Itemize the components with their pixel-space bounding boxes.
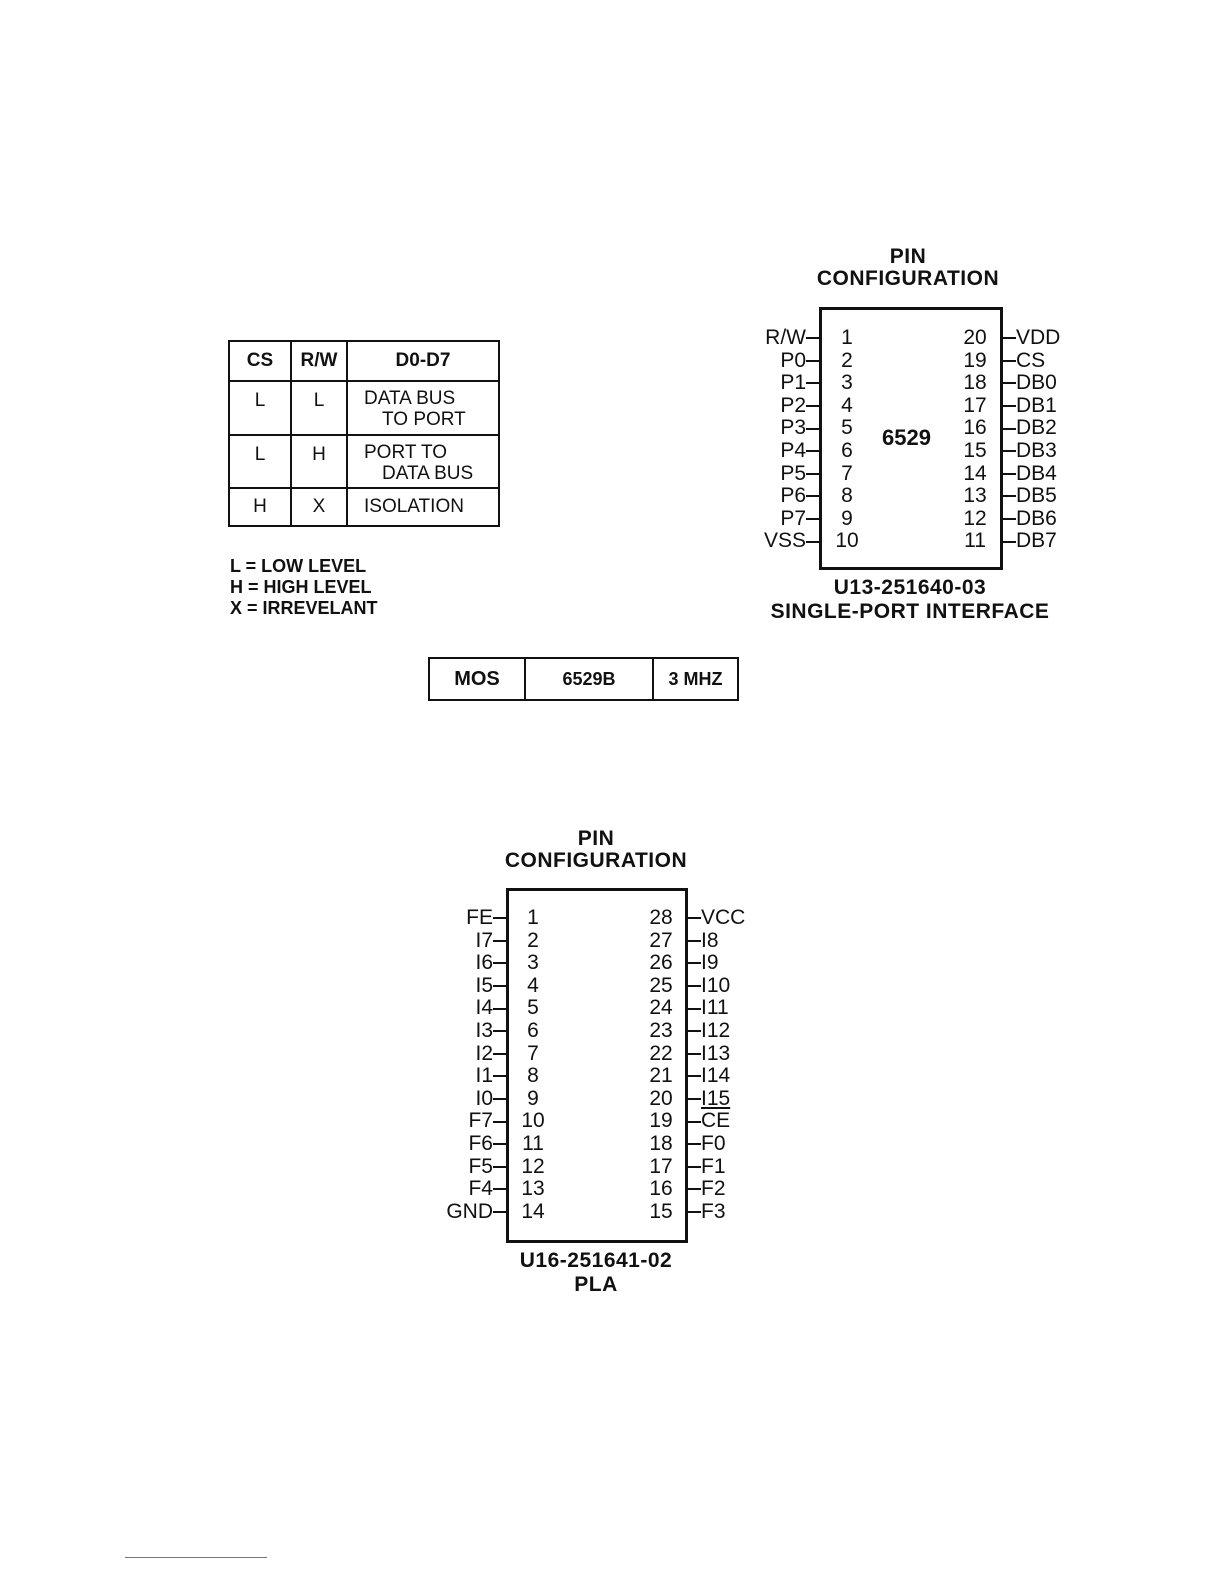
- chip1-right-numbers: [958, 327, 992, 553]
- pin-label: F1: [701, 1154, 726, 1178]
- pin-number: 1: [841, 326, 853, 349]
- d-cell-line2: DATA BUS: [382, 463, 474, 484]
- pin-label: I8: [701, 928, 719, 952]
- chip2-right-numbers: [644, 907, 678, 1223]
- pin-number: 1: [527, 906, 539, 929]
- chip1-title: [740, 246, 1076, 290]
- pin-row: [687, 1043, 759, 1066]
- pin-label: I13: [701, 1041, 731, 1065]
- pin-number: 17: [963, 393, 987, 417]
- pin-number: 4: [841, 393, 853, 417]
- pin-label: I6: [475, 951, 493, 975]
- pin-number: 3: [527, 951, 539, 975]
- pin-label: I12: [701, 1018, 731, 1042]
- pin-row: [1002, 417, 1082, 440]
- pin-number: 11: [522, 1131, 544, 1155]
- d-cell: [347, 435, 499, 488]
- pin-number: 18: [963, 371, 987, 395]
- pin-row: [740, 327, 820, 350]
- pin-number: 22: [649, 1041, 673, 1065]
- header-cs: CS: [229, 341, 291, 381]
- pin-label: I2: [475, 1041, 493, 1065]
- d-cell-line2: TO PORT: [382, 409, 466, 430]
- pin-label: F6: [468, 1131, 493, 1155]
- rw-cell: H: [291, 435, 347, 488]
- pin-row: [1002, 508, 1082, 531]
- pin-number: 26: [649, 951, 673, 975]
- pin-label: DB7: [1016, 529, 1057, 553]
- pin-row: [740, 508, 820, 531]
- pin-row: [1002, 485, 1082, 508]
- pin-label: F4: [468, 1177, 493, 1201]
- pin-row: [687, 997, 759, 1020]
- pin-row: [740, 530, 820, 553]
- pin-number: 18: [649, 1131, 673, 1155]
- pin-row: [1002, 372, 1082, 395]
- pin-label: I0: [475, 1086, 493, 1110]
- pin-row: [687, 930, 759, 953]
- pin-row: [1002, 395, 1082, 418]
- chip1-description: SINGLE-PORT INTERFACE: [770, 600, 1050, 623]
- pin-number: 17: [649, 1154, 673, 1178]
- pin-row: [740, 417, 820, 440]
- pin-label: DB2: [1016, 416, 1057, 440]
- pin-number: 24: [649, 996, 673, 1020]
- pin-number: 28: [649, 906, 673, 929]
- pin-number: 13: [963, 484, 987, 508]
- pin-number: 16: [963, 416, 987, 440]
- pin-label: I14: [701, 1064, 731, 1088]
- pin-number: 23: [649, 1018, 673, 1042]
- pin-row: [1002, 530, 1082, 553]
- pin-label: VDD: [1016, 326, 1061, 349]
- pin-number: 20: [963, 326, 987, 349]
- pin-number: 10: [835, 529, 859, 553]
- pin-number: 19: [963, 348, 987, 372]
- speed-cell: 3 MHZ: [653, 658, 738, 700]
- pin-row: [687, 1065, 759, 1088]
- chip1-caption: [740, 576, 1080, 624]
- legend-low: L = LOW LEVEL: [230, 556, 367, 576]
- footer-rule: [125, 1557, 267, 1558]
- manufacturer-cell: MOS: [429, 658, 525, 700]
- chip1-title-line2: CONFIGURATION: [816, 267, 1000, 290]
- pin-label: FE: [466, 906, 493, 929]
- pin-number: 15: [963, 438, 987, 462]
- chip2-caption: [440, 1249, 752, 1297]
- pin-number: 12: [963, 506, 987, 530]
- part-info-table: [428, 657, 739, 701]
- part-number-cell: 6529B: [525, 658, 653, 700]
- pin-row: [687, 1133, 759, 1156]
- pin-number: 14: [521, 1199, 545, 1223]
- pin-row: [440, 1178, 507, 1201]
- chip2-left-labels: [440, 907, 507, 1223]
- pin-row: [1002, 440, 1082, 463]
- pin-number: 9: [527, 1086, 539, 1110]
- pin-label: GND: [446, 1199, 493, 1223]
- pin-row: [740, 395, 820, 418]
- pin-label: VCC: [701, 906, 746, 929]
- pin-label: DB3: [1016, 438, 1057, 462]
- pin-label: I10: [701, 973, 731, 997]
- pin-row: [740, 463, 820, 486]
- pin-number: 5: [527, 996, 539, 1020]
- pin-row: [687, 907, 759, 930]
- d-cell: ISOLATION: [347, 488, 499, 526]
- pin-row: [740, 372, 820, 395]
- d-cell: [347, 381, 499, 435]
- pin-number: 5: [841, 416, 853, 440]
- pin-row: [1002, 327, 1082, 350]
- pin-row: [687, 1110, 759, 1133]
- pin-row: [740, 485, 820, 508]
- chip1-diagram: [740, 246, 1080, 636]
- chip1-right-labels: [1002, 327, 1082, 553]
- chip2-title-line2: CONFIGURATION: [504, 849, 688, 872]
- pin-row: [687, 952, 759, 975]
- pin-row: [1002, 350, 1082, 373]
- pin-row: [1002, 463, 1082, 486]
- pin-number: 7: [841, 461, 853, 485]
- pin-label: F5: [468, 1154, 493, 1178]
- pin-number: 12: [521, 1154, 545, 1178]
- legend-high: H = HIGH LEVEL: [230, 577, 372, 597]
- pin-label: I5: [475, 973, 493, 997]
- chip2-part-number: U16-251641-02: [519, 1249, 673, 1272]
- pin-label: P4: [780, 438, 806, 462]
- pin-row: [440, 1110, 507, 1133]
- pin-label: P1: [780, 371, 806, 395]
- pin-number: 6: [841, 438, 853, 462]
- chip2-description: PLA: [574, 1273, 618, 1296]
- pin-label: DB5: [1016, 484, 1057, 508]
- pin-label: P5: [780, 461, 806, 485]
- pin-number: 8: [841, 484, 853, 508]
- pin-label: P7: [780, 506, 806, 530]
- pin-label: P6: [780, 484, 806, 508]
- pin-label: I15: [701, 1086, 731, 1110]
- pin-number: 20: [649, 1086, 673, 1110]
- chip1-label: 6529: [882, 425, 931, 450]
- rw-cell: X: [291, 488, 347, 526]
- pin-number: 7: [527, 1041, 539, 1065]
- pin-row: [440, 1088, 507, 1111]
- pin-label: $\overline{CE}$: [701, 1109, 731, 1133]
- pin-row: [687, 1020, 759, 1043]
- pin-row: [440, 1133, 507, 1156]
- cs-cell: H: [229, 488, 291, 526]
- pin-number: 6: [527, 1018, 539, 1042]
- pin-label: P0: [780, 348, 806, 372]
- pin-row: [687, 1156, 759, 1179]
- pin-number: 13: [521, 1177, 545, 1201]
- cs-cell: L: [229, 381, 291, 435]
- pin-label: I11: [701, 996, 729, 1020]
- pin-label: DB6: [1016, 506, 1057, 530]
- pin-number: 2: [527, 928, 539, 952]
- pin-number: 16: [649, 1177, 673, 1201]
- pin-label: CS: [1016, 348, 1046, 372]
- cs-cell: L: [229, 435, 291, 488]
- chip2-right-labels: [687, 907, 759, 1223]
- table-row: [229, 381, 499, 435]
- pin-label: DB0: [1016, 371, 1057, 395]
- chip1-left-labels: [740, 327, 820, 553]
- pin-label: DB4: [1016, 461, 1057, 485]
- chip2-diagram: [440, 828, 760, 1298]
- pin-number: 4: [527, 973, 539, 997]
- pin-row: [740, 440, 820, 463]
- pin-label: F2: [701, 1177, 726, 1201]
- pin-row: [440, 930, 507, 953]
- pin-row: [440, 1201, 507, 1224]
- legend: [230, 556, 378, 619]
- pin-number: 25: [649, 973, 673, 997]
- pin-label: P3: [780, 416, 806, 440]
- chip1-part-number: U13-251640-03: [833, 576, 987, 599]
- pin-number: 11: [964, 529, 986, 553]
- pin-label: VSS: [763, 529, 806, 553]
- pin-label: F7: [468, 1109, 493, 1133]
- pin-label: DB1: [1016, 393, 1057, 417]
- pin-number: 14: [963, 461, 987, 485]
- pin-row: [440, 997, 507, 1020]
- pin-number: 2: [841, 348, 853, 372]
- d-cell-line1: DATA BUS: [364, 388, 456, 409]
- pin-label: F0: [701, 1131, 726, 1155]
- pin-label: I7: [475, 928, 493, 952]
- pin-row: [687, 975, 759, 998]
- pin-label: R/W: [765, 326, 806, 349]
- table-row: [229, 488, 499, 526]
- table-row: [229, 435, 499, 488]
- pin-row: [440, 1043, 507, 1066]
- pin-label: I3: [475, 1018, 493, 1042]
- header-rw: R/W: [291, 341, 347, 381]
- chip1-left-numbers: [832, 327, 862, 553]
- chip2-left-numbers: [516, 907, 550, 1223]
- pin-number: 3: [841, 371, 853, 395]
- pin-row: [687, 1178, 759, 1201]
- legend-irrelevant: X = IRREVELANT: [230, 598, 378, 618]
- pin-label: I1: [475, 1064, 493, 1088]
- pin-row: [687, 1088, 759, 1111]
- chip1-title-line1: PIN: [889, 245, 927, 268]
- pin-row: [440, 952, 507, 975]
- pin-number: 27: [649, 928, 673, 952]
- pin-number: 15: [649, 1199, 673, 1223]
- pin-number: 9: [841, 506, 853, 530]
- pin-row: [687, 1201, 759, 1224]
- pin-row: [440, 1065, 507, 1088]
- pin-number: 21: [649, 1064, 673, 1088]
- pin-number: 10: [521, 1109, 545, 1133]
- chip2-title: [440, 828, 752, 872]
- pin-label: P2: [780, 393, 806, 417]
- pin-row: [440, 1020, 507, 1043]
- pin-label: F3: [701, 1199, 726, 1223]
- header-d0-d7: D0-D7: [347, 341, 499, 381]
- d-cell-line1: PORT TO: [364, 442, 448, 463]
- pin-row: [440, 907, 507, 930]
- pin-label: I9: [701, 951, 719, 975]
- pin-row: [440, 975, 507, 998]
- truth-table: [228, 340, 500, 527]
- pin-number: 19: [649, 1109, 673, 1133]
- pin-row: [440, 1156, 507, 1179]
- pin-number: 8: [527, 1064, 539, 1088]
- pin-row: [740, 350, 820, 373]
- rw-cell: L: [291, 381, 347, 435]
- pin-label: I4: [475, 996, 493, 1020]
- chip2-title-line1: PIN: [577, 827, 615, 850]
